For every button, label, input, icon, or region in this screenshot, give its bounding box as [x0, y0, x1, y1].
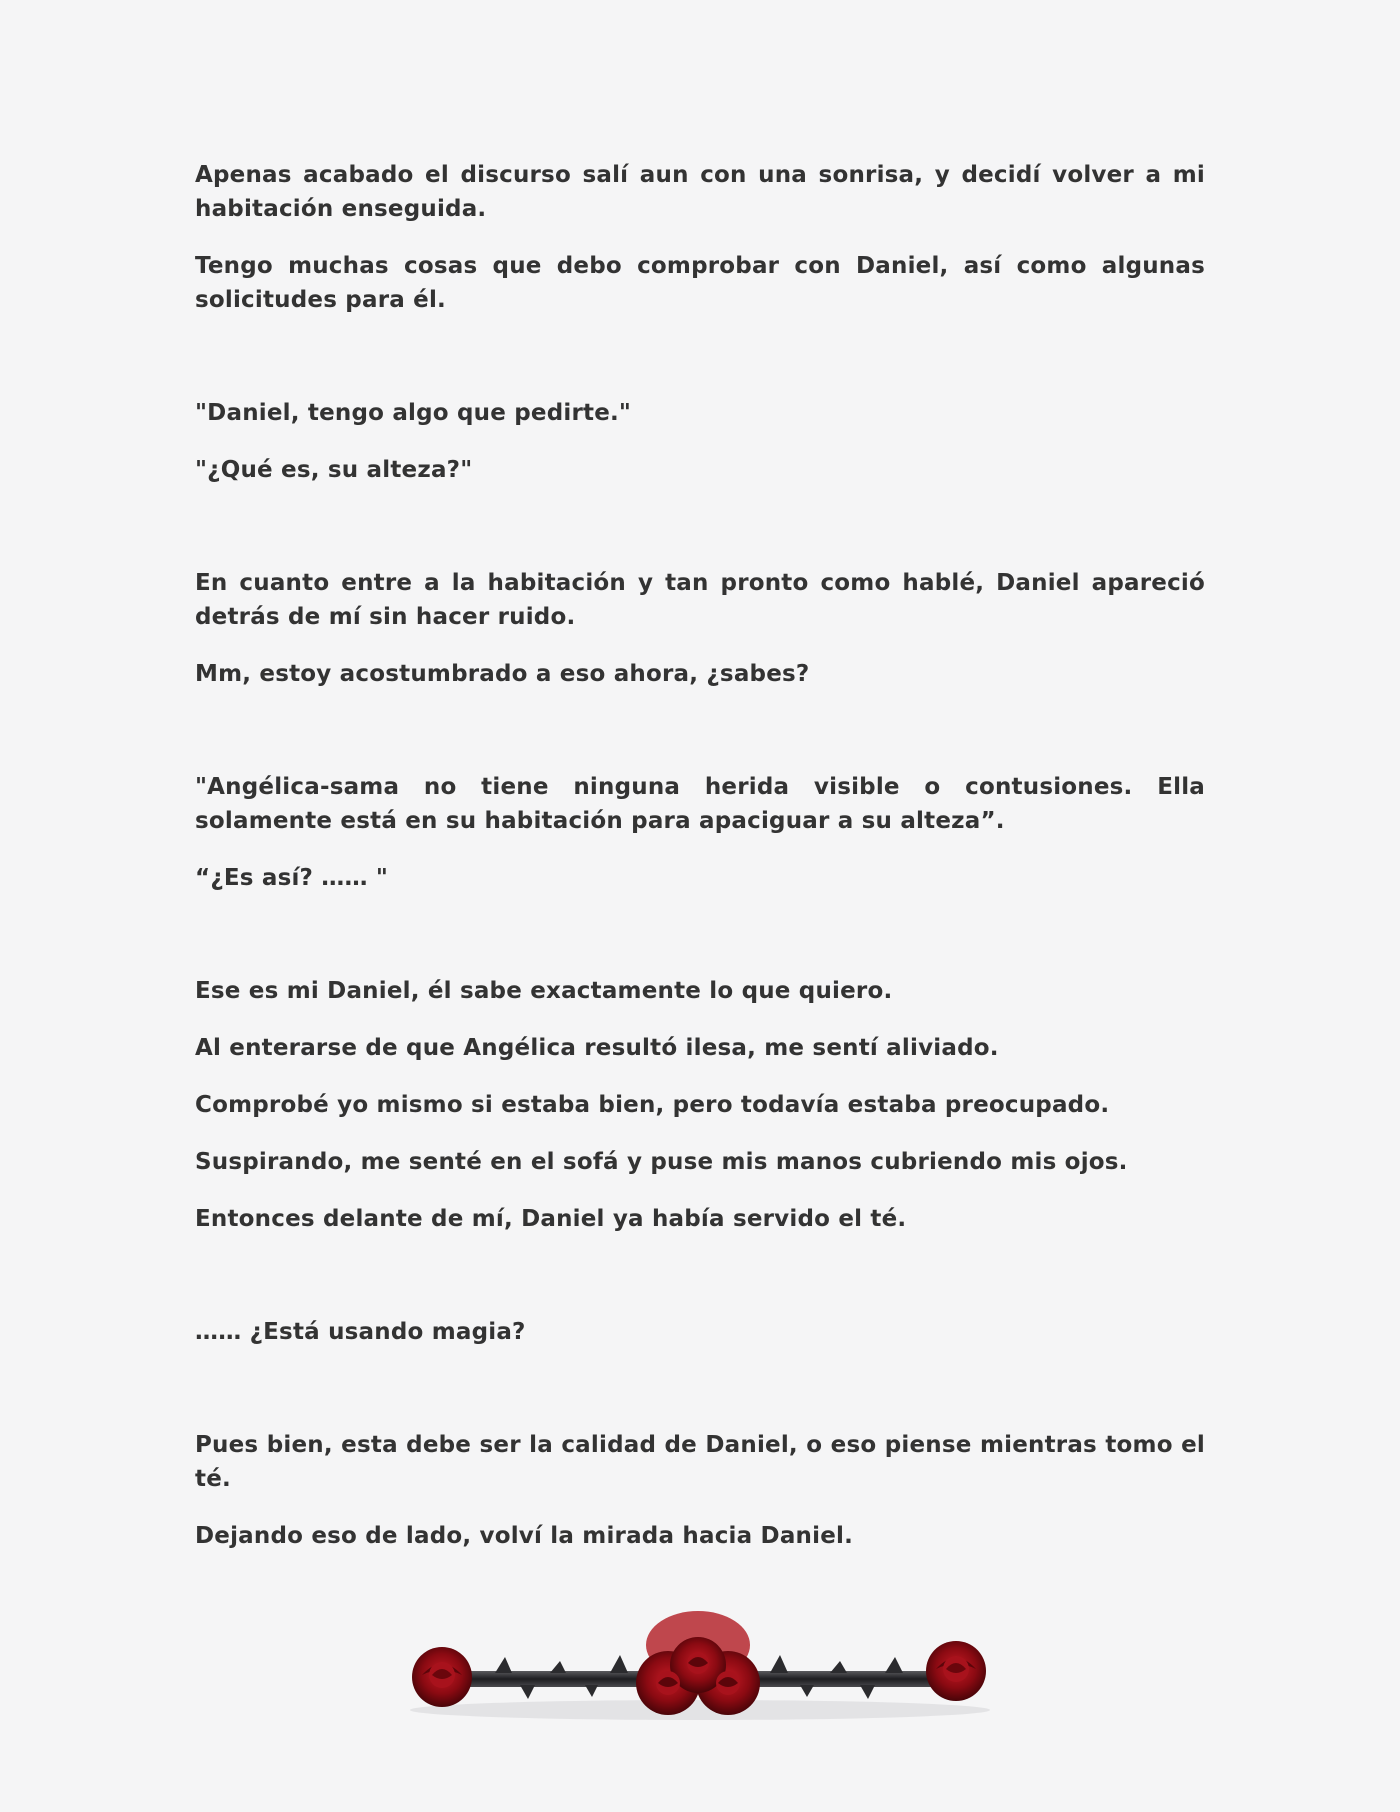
paragraph: Comprobé yo mismo si estaba bien, pero todavía estaba preocupado.	[195, 1092, 1110, 1118]
text-body	[195, 158, 1205, 1576]
paragraph: Ese es mi Daniel, él sabe exactamente lo que quiero.	[195, 978, 893, 1004]
dialogue-line: "Angélica-sama no tiene ninguna herida visible o contusiones. Ella solamente está en su habitación para apaciguar a su alteza”.	[195, 774, 1205, 834]
paragraph: Entonces delante de mí, Daniel ya había servido el té.	[195, 1206, 907, 1232]
dialogue-line: "¿Qué es, su alteza?"	[195, 457, 473, 483]
paragraph: …… ¿Está usando magia?	[195, 1319, 526, 1345]
paragraph: Apenas acabado el discurso salí aun con una sonrisa, y decidí volver a mi habitación enseguida.	[195, 162, 1205, 222]
paragraph: Pues bien, esta debe ser la calidad de Daniel, o eso piense mientras tomo el té.	[195, 1432, 1205, 1492]
dialogue-line: “¿Es así? …… "	[195, 865, 389, 891]
paragraph: Dejando eso de lado, volví la mirada hacia Daniel.	[195, 1523, 854, 1549]
rose-divider-icon	[400, 1605, 1000, 1730]
paragraph: Al enterarse de que Angélica resultó ilesa, me sentí aliviado.	[195, 1035, 999, 1061]
paragraph: En cuanto entre a la habitación y tan pronto como hablé, Daniel apareció detrás de mí sin hacer ruido.	[195, 570, 1205, 630]
paragraph: Mm, estoy acostumbrado a eso ahora, ¿sabes?	[195, 661, 810, 687]
paragraph: Suspirando, me senté en el sofá y puse mis manos cubriendo mis ojos.	[195, 1149, 1128, 1175]
paragraph: Tengo muchas cosas que debo comprobar con Daniel, así como algunas solicitudes para él.	[195, 253, 1205, 313]
dialogue-line: "Daniel, tengo algo que pedirte."	[195, 400, 632, 426]
